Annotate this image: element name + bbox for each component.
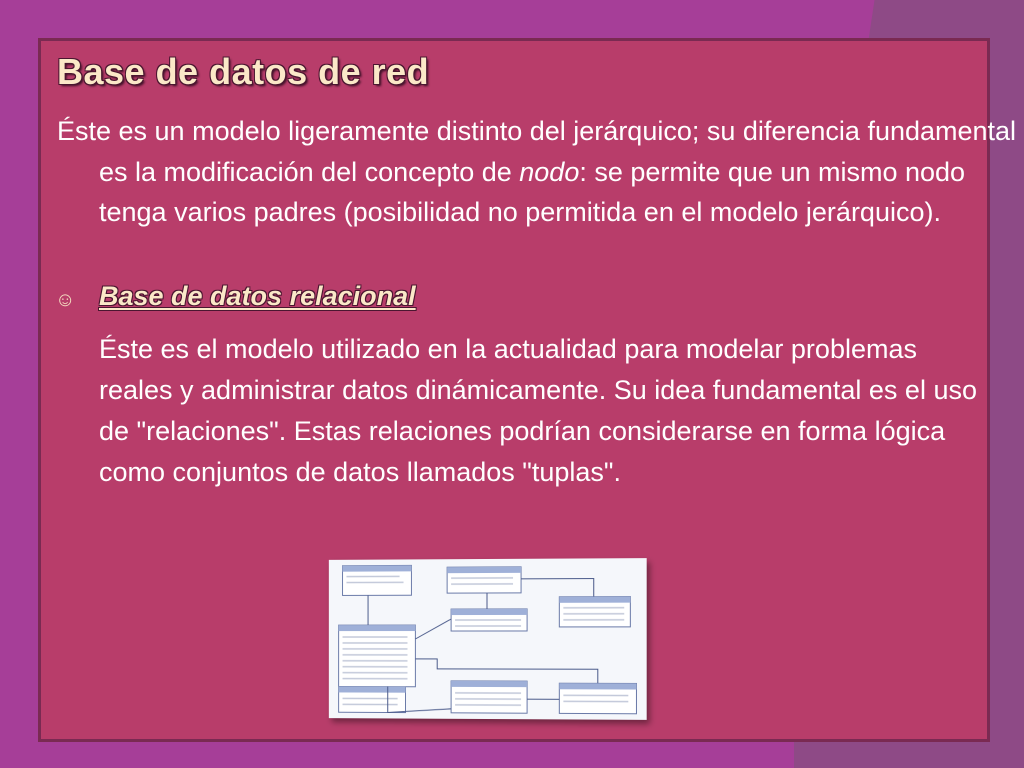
slide-panel: [38, 38, 1017, 742]
smiley-icon: ☺: [55, 289, 76, 311]
slide-title: Base de datos de red: [57, 51, 430, 92]
paragraph-text: Éste es un modelo ligeramente distinto del jerárquico; su diferencia fundamental es la modificación del concepto de: [57, 116, 1017, 187]
paragraph-text-cont: : se permite que un mismo nodo tenga varios padres (posibilidad no permitida en el modelo jerárquico).: [99, 156, 966, 227]
paragraph-network-model: [57, 111, 1019, 233]
database-diagram: [329, 558, 647, 720]
emphasis-nodo: nodo: [519, 156, 580, 187]
bullet-heading: Base de datos relacional: [99, 281, 416, 311]
database-diagram-image: [329, 558, 647, 720]
paragraph-relational-model: Éste es el modelo utilizado en la actualidad para modelar problemas reales y administrar datos dinámicamente. Su idea fundamental es el uso de "relaciones". Estas relaciones podrían considerarse en forma lógica como conjuntos de datos llamados "tuplas".: [99, 334, 977, 487]
